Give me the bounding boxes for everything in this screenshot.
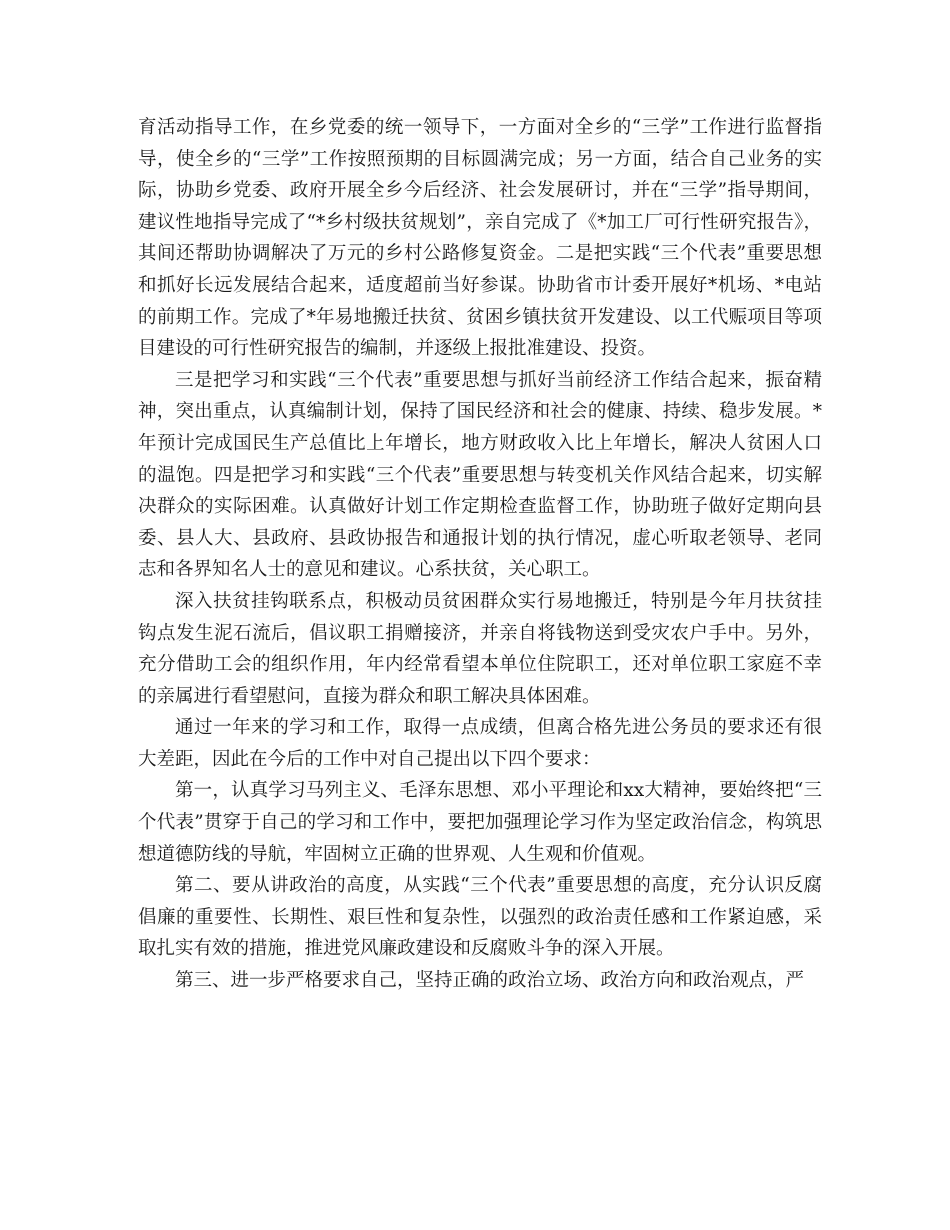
document-body bbox=[138, 112, 822, 997]
paragraph-4: 通过一年来的学习和工作，取得一点成绩，但离合格先进公务员的要求还有很大差距，因此在今后的工作中对自己提出以下四个要求： bbox=[138, 717, 822, 770]
paragraph-3: 深入扶贫挂钩联系点，积极动员贫困群众实行易地搬迁，特别是今年月扶贫挂钩点发生泥石流后，倡议职工捐赠接济，并亲自将钱物送到受灾农户手中。另外，充分借助工会的组织作用，年内经常看望本单位住院职工，还对单位职工家庭不幸的亲属进行看望慰问，直接为群众和职工解决具体困难。 bbox=[138, 590, 822, 707]
paragraph-2: 三是把学习和实践“三个代表”重要思想与抓好当前经济工作结合起来，振奋精神，突出重点，认真编制计划，保持了国民经济和社会的健康、持续、稳步发展。*年预计完成国民生产总值比上年增长，地方财政收入比上年增长，解决人贫困人口的温饱。四是把学习和实践“三个代表”重要思想与转变机关作风结合起来，切实解决群众的实际困难。认真做好计划工作定期检查监督工作，协助班子做好定期向县委、县人大、县政府、县政协报告和通报计划的执行情况，虚心听取老领导、老同志和各界知名人士的意见和建议。心系扶贫，关心职工。 bbox=[138, 369, 822, 581]
paragraph-7: 第三、进一步严格要求自己，坚持正确的政治立场、政治方向和政治观点，严 bbox=[175, 970, 805, 992]
paragraph-1: 育活动指导工作，在乡党委的统一领导下，一方面对全乡的“三学”工作进行监督指导，使全乡的“三学”工作按照预期的目标圆满完成；另一方面，结合自己业务的实际，协助乡党委、政府开展全乡今后经济、社会发展研讨，并在“三学”指导期间，建议性地指导完成了“*乡村级扶贫规划”，亲自完成了《*加工厂可行性研究报告》，其间还帮助协调解决了万元的乡村公路修复资金。二是把实践“三个代表”重要思想和抓好长远发展结合起来，适度超前当好参谋。协助省市计委开展好*机场、*电站的前期工作。完成了*年易地搬迁扶贫、贫困乡镇扶贫开发建设、以工代赈项目等项目建设的可行性研究报告的编制，并逐级上报批准建设、投资。 bbox=[138, 117, 822, 360]
paragraph-6: 第二、要从讲政治的高度，从实践“三个代表”重要思想的高度，充分认识反腐倡廉的重要性、长期性、艰巨性和复杂性，以强烈的政治责任感和工作紧迫感，采取扎实有效的措施，推进党风廉政建设和反腐败斗争的深入开展。 bbox=[138, 875, 822, 960]
paragraph-5: 第一，认真学习马列主义、毛泽东思想、邓小平理论和xx大精神，要始终把“三个代表”贯穿于自己的学习和工作中，要把加强理论学习作为坚定政治信念，构筑思想道德防线的导航，牢固树立正确的世界观、人生观和价值观。 bbox=[138, 780, 822, 865]
